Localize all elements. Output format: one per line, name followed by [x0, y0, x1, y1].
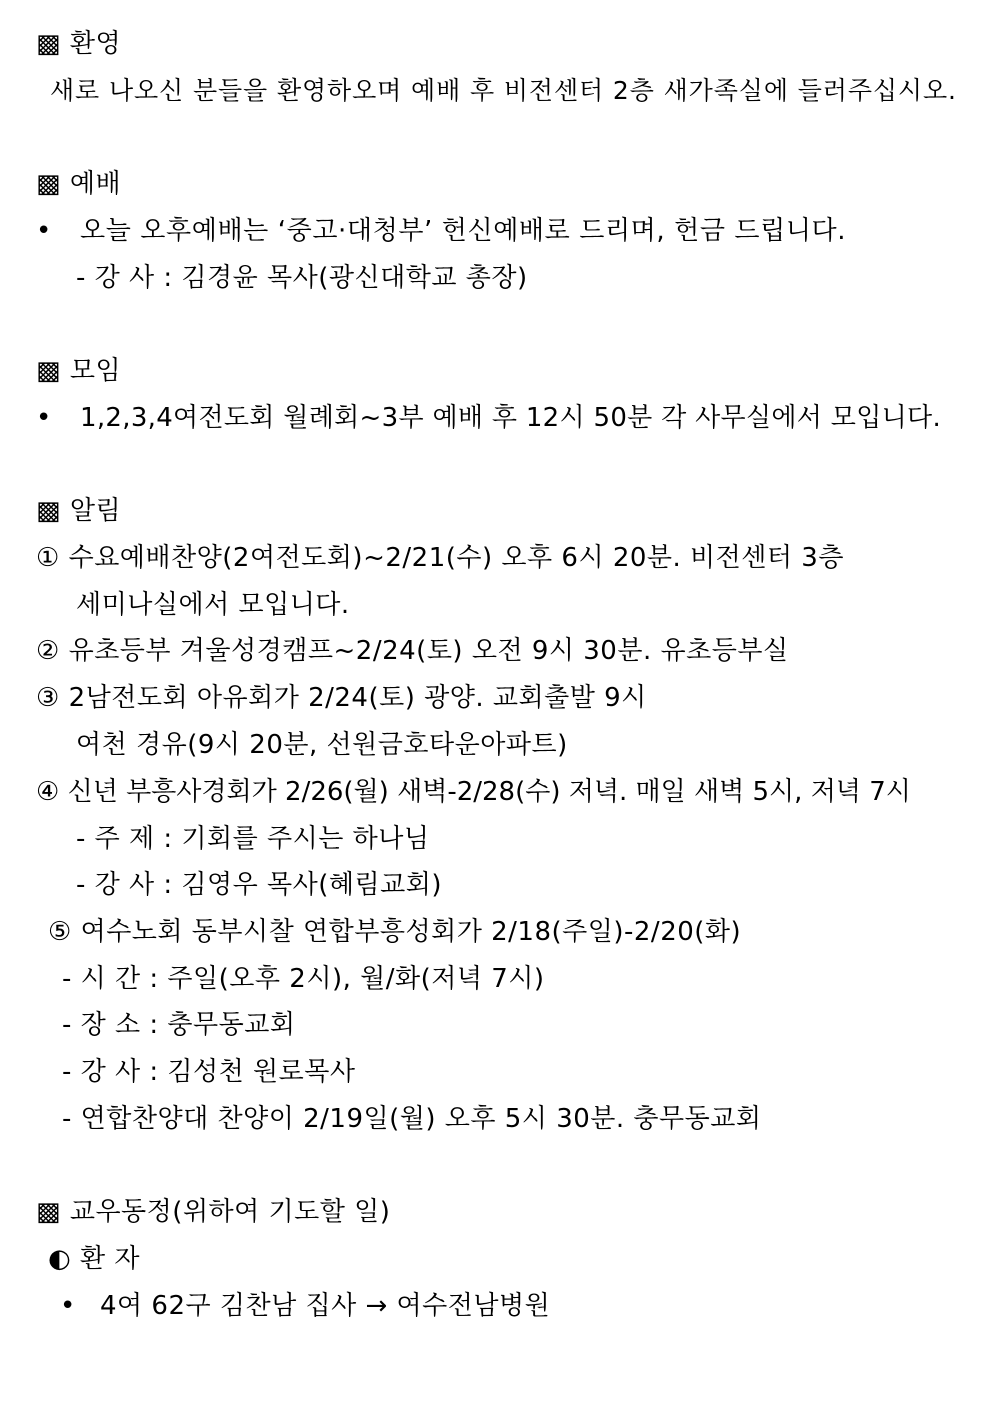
worship-line-1: 오늘 오후예배는 ‘중고·대청부’ 헌신예배로 드리며, 헌금 드립니다.	[80, 216, 847, 246]
notice-item-4: ④ 신년 부흥사경회가 2/26(월) 새벽-2/28(수) 저녁. 매일 새벽 5시, 저녁 7시	[36, 777, 911, 807]
notice-item-5-time: - 시 간 : 주일(오후 2시), 월/화(저녁 7시)	[62, 964, 545, 994]
prayer-bullet: •	[60, 1291, 76, 1321]
notice-header: ▩ 알림	[36, 496, 122, 526]
notice-item-1: ① 수요예배찬양(2여전도회)~2/21(수) 오후 6시 20분. 비전센터 3층	[36, 543, 844, 573]
meeting-header: ▩ 모임	[36, 356, 122, 386]
notice-item-1-cont: 세미나실에서 모입니다.	[76, 590, 350, 620]
notice-item-2: ② 유초등부 겨울성경캠프~2/24(토) 오전 9시 30분. 유초등부실	[36, 636, 789, 666]
worship-bullet: •	[36, 216, 52, 246]
notice-item-4-theme: - 주 제 : 기회를 주시는 하나님	[76, 824, 430, 854]
notice-item-5-choir: - 연합찬양대 찬양이 2/19일(월) 오후 5시 30분. 충무동교회	[62, 1104, 762, 1134]
notice-item-5-speaker: - 강 사 : 김성천 원로목사	[62, 1057, 356, 1087]
notice-item-3: ③ 2남전도회 아유회가 2/24(토) 광양. 교회출발 9시	[36, 683, 647, 713]
notice-item-3-cont: 여천 경유(9시 20분, 선원금호타운아파트)	[76, 730, 568, 760]
notice-item-5-place: - 장 소 : 충무동교회	[62, 1010, 296, 1040]
notice-item-5: ⑤ 여수노회 동부시찰 연합부흥성회가 2/18(주일)-2/20(화)	[48, 917, 742, 947]
meeting-line-1: 1,2,3,4여전도회 월례회~3부 예배 후 12시 50분 각 사무실에서 모입니다.	[80, 403, 942, 433]
prayer-header: ▩ 교우동정(위하여 기도할 일)	[36, 1197, 391, 1227]
meeting-bullet: •	[36, 403, 52, 433]
worship-header: ▩ 예배	[36, 169, 122, 199]
worship-speaker: - 강 사 : 김경윤 목사(광신대학교 총장)	[76, 263, 528, 293]
notice-item-4-speaker: - 강 사 : 김영우 목사(혜림교회)	[76, 870, 443, 900]
patient-item: 4여 62구 김찬남 집사 → 여수전남병원	[100, 1291, 551, 1321]
welcome-header: ▩ 환영	[36, 29, 122, 59]
patients-subheader: ◐ 환 자	[48, 1244, 140, 1274]
welcome-text: 새로 나오신 분들을 환영하오며 예배 후 비전센터 2층 새가족실에 들러주십시오.	[50, 76, 957, 105]
